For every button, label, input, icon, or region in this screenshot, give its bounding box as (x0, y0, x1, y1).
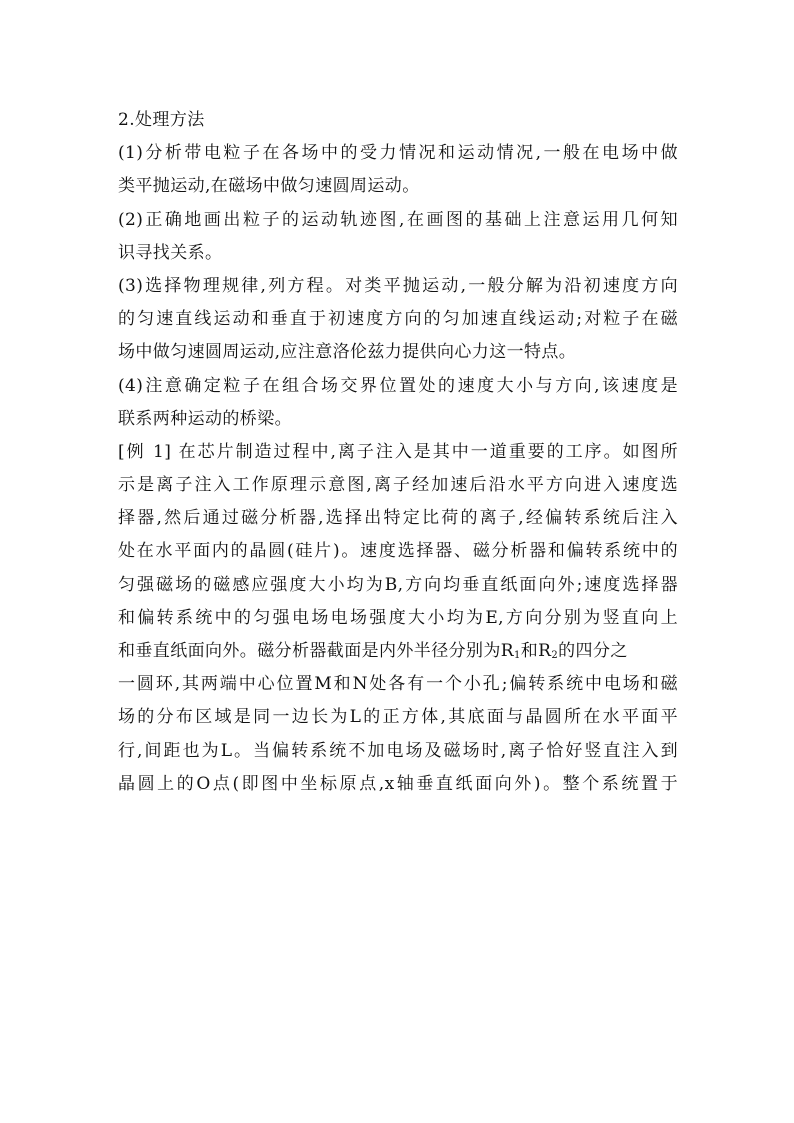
example-line2: 示是离子注入工作原理示意图,离子经加速后沿水平方向进入速度选 (118, 475, 678, 496)
example-line11: 晶圆上的O点(即图中坐标原点,x轴垂直纸面向外)。整个系统置于 (118, 773, 678, 794)
example-line9: 场的分布区域是同一边长为L的正方体,其底面与晶圆所在水平面平 (118, 707, 678, 728)
example-line7 (118, 635, 678, 668)
example-line6: 和偏转系统中的匀强电场电场强度大小均为E,方向分别为竖直向上 (118, 607, 678, 628)
example-line7-part-c: 的四分之 (558, 641, 628, 661)
radius-subscript-1: 1 (514, 650, 521, 661)
radius-subscript-2: 2 (551, 650, 559, 661)
example-line7-part-b: 和R (520, 641, 552, 661)
example-line7-part-a: 和垂直纸面向外。磁分析器截面是内外半径分别为R (118, 641, 514, 661)
example-line8: 一圆环,其两端中心位置M和N处各有一个小孔;偏转系统中电场和磁 (118, 674, 678, 695)
item2-line1: (2)正确地画出粒子的运动轨迹图,在画图的基础上注意运用几何知 (118, 209, 678, 230)
example-line3: 择器,然后通过磁分析器,选择出特定比荷的离子,经偏转系统后注入 (118, 508, 678, 529)
example-line10: 行,间距也为L。当偏转系统不加电场及磁场时,离子恰好竖直注入到 (118, 740, 678, 761)
example-line4: 处在水平面内的晶圆(硅片)。速度选择器、磁分析器和偏转系统中的 (118, 541, 678, 562)
item1-line1: (1)分析带电粒子在各场中的受力情况和运动情况,一般在电场中做 (118, 143, 678, 164)
example-line5: 匀强磁场的磁感应强度大小均为B,方向均垂直纸面向外;速度选择器 (118, 574, 678, 595)
item3-line3: 场中做匀速圆周运动,应注意洛伦兹力提供向心力这一特点。 (118, 342, 577, 363)
item4-line1: (4)注意确定粒子在组合场交界位置处的速度大小与方向,该速度是 (118, 375, 678, 396)
section-heading-text: 2.处理方法 (118, 110, 205, 130)
section-heading (118, 104, 678, 137)
item4-line2: 联系两种运动的桥梁。 (118, 408, 292, 429)
item2-line2: 识寻找关系。 (118, 242, 223, 263)
item1-line2: 类平抛运动,在磁场中做匀速圆周运动。 (118, 176, 420, 197)
example-line1: [例 1] 在芯片制造过程中,离子注入是其中一道重要的工序。如图所 (118, 441, 678, 462)
item3-line1: (3)选择物理规律,列方程。对类平抛运动,一般分解为沿初速度方向 (118, 275, 678, 296)
document-body (118, 104, 678, 801)
item3-line2: 的匀速直线运动和垂直于初速度方向的匀加速直线运动;对粒子在磁 (118, 309, 678, 330)
